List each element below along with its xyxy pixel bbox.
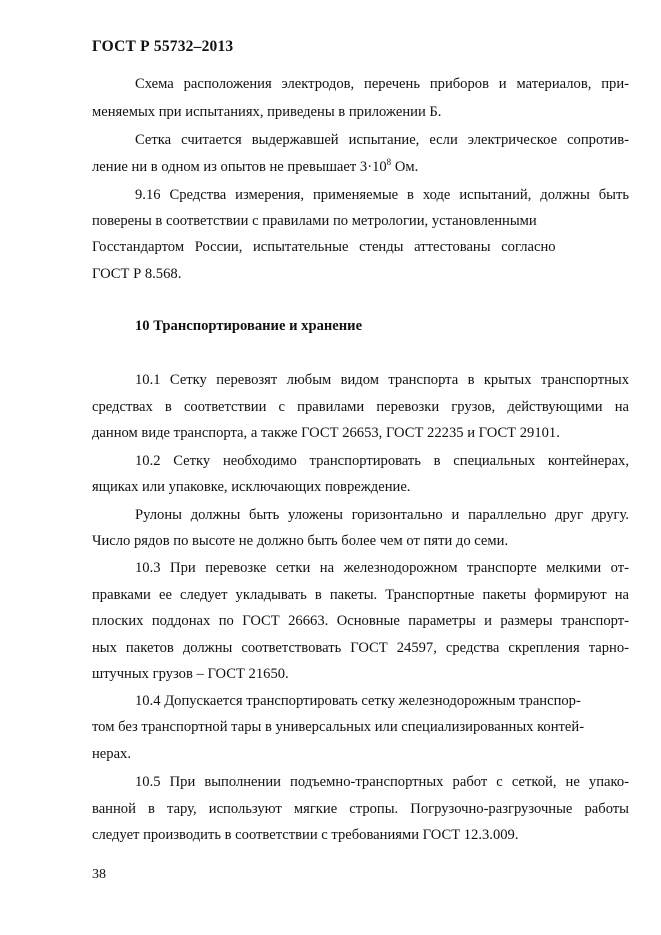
text-line: ГОСТ Р 8.568.	[92, 266, 182, 282]
text-line: Госстандартом России, испытательные стенды аттестованы согласно	[92, 239, 556, 255]
text-line: Число рядов по высоте не должно быть более чем от пяти до семи.	[92, 533, 509, 549]
text-line: нерах.	[92, 746, 132, 762]
text-line: данном виде транспорта, а также ГОСТ 26653, ГОСТ 22235 и ГОСТ 29101.	[92, 425, 560, 441]
text-line: поверены в соответствии с правилами по метрологии, установленными	[92, 213, 537, 229]
text-line	[92, 157, 629, 177]
page-number: 38	[92, 867, 106, 882]
text-line: 10.2 Сетку необходимо транспортировать в специальных контейнерах,	[135, 453, 629, 469]
text-line: меняемых при испытаниях, приведены в приложении Б.	[92, 104, 442, 120]
text-line: ных пакетов должны соответствовать ГОСТ 24597, средства скрепления тарно-	[92, 640, 629, 656]
text-line: ящиках или упаковке, исключающих повреждение.	[92, 479, 411, 495]
text-line: 10.3 При перевозке сетки на железнодорожном транспорте мелкими от-	[135, 560, 629, 576]
text-line: 10.1 Сетку перевозят любым видом транспорта в крытых транспортных	[135, 372, 629, 388]
text-line: ванной в тару, используют мягкие стропы. Погрузочно-разгрузочные работы	[92, 801, 629, 817]
text-line: Рулоны должны быть уложены горизонтально и параллельно друг другу.	[135, 507, 629, 523]
text-line: том без транспортной тары в универсальных или специализированных контей-	[92, 719, 585, 735]
text-line: 10.5 При выполнении подъемно-транспортных работ с сеткой, не упако-	[135, 774, 629, 790]
text-line: плоских поддонах по ГОСТ 26663. Основные параметры и размеры транспорт-	[92, 613, 629, 629]
text-line: Сетка считается выдержавшей испытание, если электрическое сопротив-	[135, 132, 629, 148]
text-line: 9.16 Средства измерения, применяемые в ходе испытаний, должны быть	[135, 187, 629, 203]
section-heading: 10 Транспортирование и хранение	[135, 318, 363, 334]
superscript: 8	[386, 157, 392, 168]
text-line: Схема расположения электродов, перечень приборов и материалов, при-	[135, 76, 629, 92]
text-fragment: ление ни в одном из опытов не превышает 3·10	[92, 159, 387, 175]
text-line: 10.4 Допускается транспортировать сетку железнодорожным транспор-	[135, 693, 581, 709]
text-line: штучных грузов – ГОСТ 21650.	[92, 666, 289, 682]
text-line: правками ее следует укладывать в пакеты. Транспортные пакеты формируют на	[92, 587, 629, 603]
text-line: следует производить в соответствии с требованиями ГОСТ 12.3.009.	[92, 827, 519, 843]
document-header: ГОСТ Р 55732–2013	[92, 38, 234, 55]
text-line: средствах в соответствии с правилами перевозки грузов, действующими на	[92, 399, 629, 415]
text-fragment: Ом.	[391, 159, 419, 175]
